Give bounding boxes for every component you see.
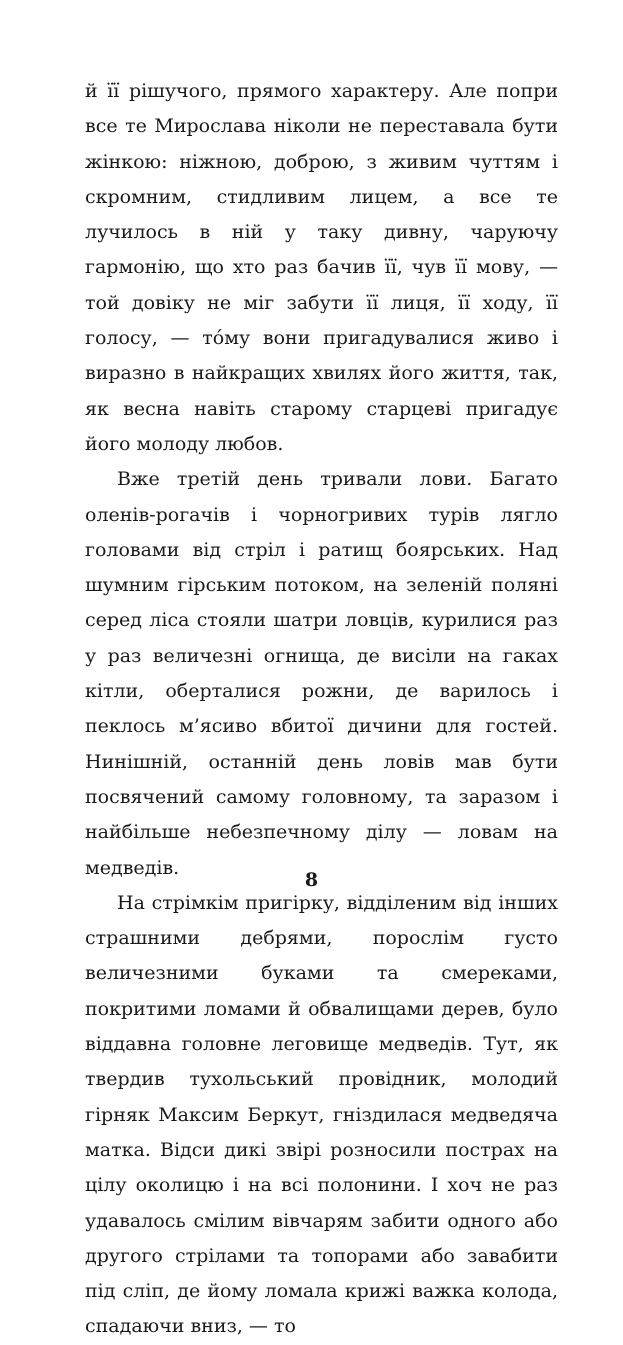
paragraph-bear-den: На стрімкім пригірку, відділеним від інших страшними дебрями, порослім густо величезними буками та смереками, покритими ломами й обвалищами дерев, було віддавна головне леговище медведів. Тут, як твердив тухольський провідник, молодий гірняк Максим Беркут, гніздилася медведяча матка. Відси дикі звірі розносили пострах на цілу околицю і на всі полонини. І хоч не раз удавалось смілим вівчарям забити одного або другого стрілами та топорами або завабити під сліп, де йому ломала крижі важка колода, спадаючи вниз, — то xyxy=(85,891,558,1338)
body-text xyxy=(85,74,558,1345)
page-number: 8 xyxy=(304,869,319,891)
paragraph-hunt: Вже третій день тривали лови. Багато оленів-рогачів і чорногривих турів лягло головами від стріл і ратищ боярських. Над шумним гірським потоком, на зеленій поляні серед ліса стояли шатри ловців, курилися раз у раз величезні огнища, де висіли на гаках кітли, оберталися рожни, де варилось і пеклось м’ясиво вбитої дичини для гостей. Нинішній, останній день ловів мав бути посвячений самому головному, та заразом і найбільше небезпечному ділу — ловам на медведів. xyxy=(85,468,558,879)
paragraph-continuation: й її рішучого, прямого характеру. Але попри все те Мирослава ніколи не переставала бути жінкою: ніжною, доброю, з живим чуттям і скромним, стидливим лицем, а все те лучилось в ній у таку дивну, чаруючу гармонію, що хто раз бачив її, чув її мову, — той довіку не міг забути її лиця, її ходу, її голосу, — тóму вони пригадувалися живо і виразно в найкращих хвилях його життя, так, як весна навіть старому старцеві пригадує його молоду любов. xyxy=(85,80,558,455)
